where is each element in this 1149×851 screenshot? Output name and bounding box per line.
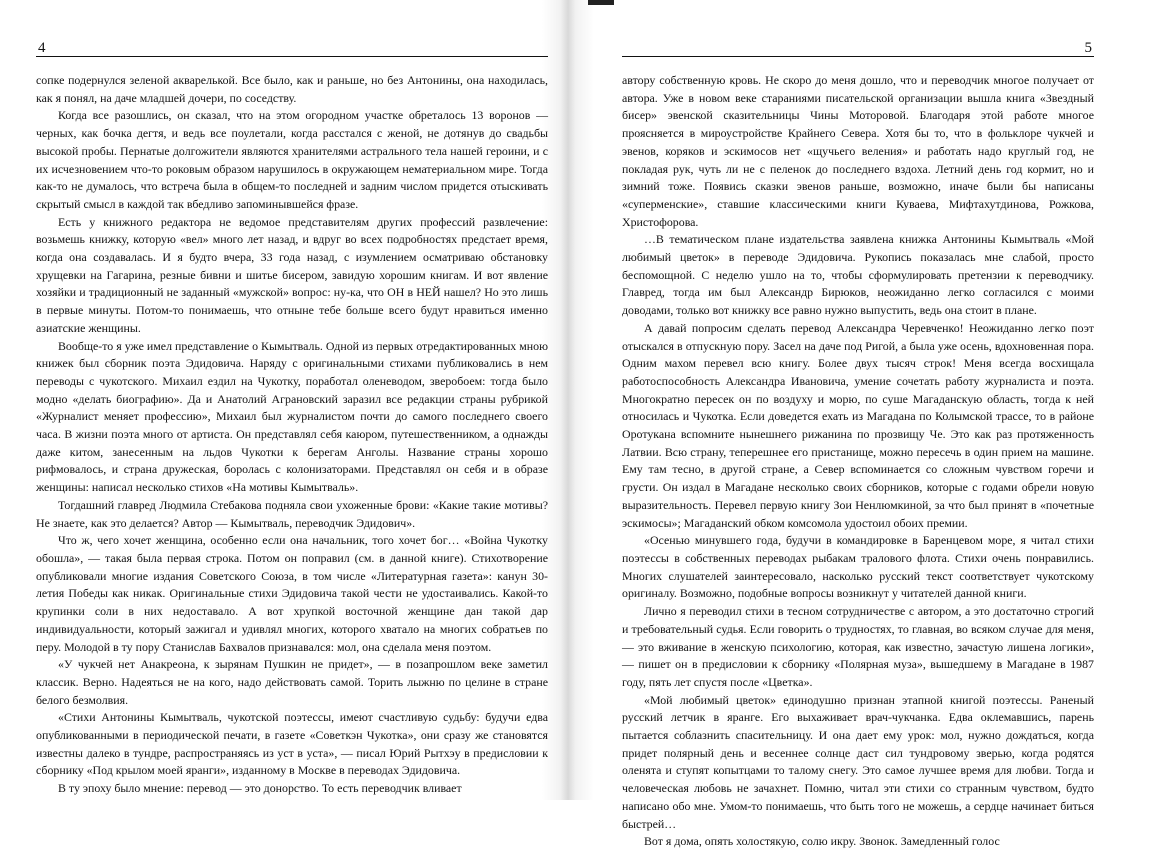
page-number: 4 bbox=[38, 40, 46, 56]
paragraph: «Осенью минувшего года, будучи в командировке в Баренцевом море, я читал стихи поэтессы в собственных переводах рыбакам тралового флота. Стихи очень понравились. Многих слушателей заинтересовало, насколько русский текст соответствует чукотскому оригиналу. Возможно, подобные вопросы возникнут у читателей данной книги. bbox=[622, 533, 1094, 601]
left-page bbox=[36, 0, 548, 800]
paragraph: В ту эпоху было мнение: перевод — это донорство. То есть переводчик вливает bbox=[58, 781, 462, 796]
paragraph: сопке подернулся зеленой акварелькой. Все было, как и раньше, но без Антонины, она находилась, как я понял, на даче младшей дочери, по соседству. bbox=[36, 73, 548, 105]
paragraph: …В тематическом плане издательства заявлена книжка Антонины Кымытваль «Мой любимый цветок» в переводе Эдидовича. Рукопись показалась мне слабой, просто беспомощной. С неделю ушло на то, чтобы сформулировать претензии к переводчику. Главред, тогда им был Александр Бирюков, неожиданно легко согласился с моими доводами, только вот книжку все равно нужно выпустить, ведь она стоит в плане. bbox=[622, 232, 1094, 318]
paragraph: Лично я переводил стихи в тесном сотрудничестве с автором, а это достаточно строгий и требовательный судья. Если говорить о трудностях, то главная, во всяком случае для меня, — это вживание в женскую психологию, которая, как известно, зачастую лишена логики», — пишет он в предисловии к сборнику «Полярная муза», вышедшему в Магадане в 1987 году, пять лет спустя после «Цветка». bbox=[622, 604, 1094, 689]
paragraph: Вообще-то я уже имел представление о Кымытваль. Одной из первых отредактированных мною книжек был сборник поэта Эдидовича. Наряду с оригинальными стихами публиковались в нем переводы с чукотского. Михаил ездил на Чукотку, поработал оленеводом, зверобоем: тогда было модно «делать биографию». Да и Анатолий Аграновский заразил все редакции страны рубрикой «Журналист меняет профессию», Михаил был журналистом почти до самого последнего своего часа. В жизни поэта много от артиста. Он представлял себя каюром, путешественником, а однажды даже китом, занесенным на льдов Чукотки к берегам Анголы. Название страны хорошо рифмовалось, и страна дружеская, боролась с колонизаторами. Представлял он себя и в образе женщины: написал несколько стихов «На мотивы Кымытваль». bbox=[36, 338, 548, 495]
paragraph: «Стихи Антонины Кымытваль, чукотской поэтессы, имеют счастливую судьбу: будучи едва опубликованными в периодической печати, в газете «Советкэн Чукотка», они сразу же становятся известны далеко в тундре, распространяясь из уст в уста», — писал Юрий Рытхэу в предисловии к сборнику «Под крылом моей яранги», изданному в Москве в переводах Эдидовича. bbox=[36, 710, 548, 778]
spine-mark bbox=[588, 0, 614, 5]
paragraph: А давай попросим сделать перевод Александра Черевченко! Неожиданно легко поэт отыскался в отпускную пору. Засел на даче под Ригой, а была уже осень, вдохновенная пора. Одним махом перевел всю книгу. Более двух тысяч строк! Меня всегда восхищала работоспособность Александра Ивановича, умение сочетать работу журналиста и поэта. Многократно пересек он по воздуху и морю, по суше Магаданскую область, тогда к ней относилась и Чукотка. Если доведется ехать из Магадана по Колымской трассе, то в районе Оротукана вспомните нынешнего рижанина по прозвищу Че. Это как раз протяженность Латвии. Всю страну, теперешнее его пристанище, можно пересечь в один прием на машине. Ему там тесно, в другой стране, а Север вспоминается со сложным чувством горечи и грусти. Он издал в Магадане несколько своих сборников, которые с годами обрели новую выразительность. Перевел первую книгу Зои Ненлюмкиной, за что был принят в «почетные эскимосы»; Магаданский обком комсомола удостоил обоих премии. bbox=[622, 320, 1094, 530]
paragraph: Вот я дома, опять холостякую, солю икру. Звонок. Замедленный голос bbox=[644, 834, 1000, 849]
right-page bbox=[622, 0, 1094, 849]
paragraph: Что ж, чего хочет женщина, особенно если она начальник, того хочет бог… «Война Чукотку обошла», — такая была первая строка. Потом он поправил (см. в данной книге). Стихотворение опубликовали многие издания Советского Союза, в том числе «Литературная газета»: канун 30-летия Победы как никак. Оригинальные стихи Эдидовича такой чести не удостаивались. Какой-то крупинки соли в них недоставало. А вот хрупкой восточной женщине дан такой дар индивидуальности, который зажигал и удивлял многих, которого хватало на многих собратьев по перу. Молодой в ту пору Станислав Бахвалов признавался: мол, она сделала меня поэтом. bbox=[36, 533, 548, 654]
book-spine-fold bbox=[542, 0, 594, 800]
paragraph: «У чукчей нет Анакреона, к зырянам Пушкин не придет», — в позапрошлом веке заметил классик. Верно. Надеяться не на кого, надо действовать самой. Торить лыжню по целине в стране белого безмолвия. bbox=[36, 657, 548, 707]
page-text bbox=[36, 72, 548, 798]
page-text bbox=[622, 72, 1094, 851]
header-rule bbox=[622, 56, 1094, 57]
paragraph: автору собственную кровь. Не скоро до меня дошло, что и переводчик многое получает от автора. Уже в новом веке стараниями писательской организации вышла книга «Звездный бисер» эвенской сказительницы Чины Моторовой. Благодаря этой работе многое проясняется в мироустройстве Крайнего Севера. Хотя бы то, что в фольклоре чукчей и эвенов, коряков и эскимосов нет «щучьего веления» и работать надо круглый год, не покладая рук, чуть ли не с пеленок до последнего вздоха. Летний день год кормит, но и зимний тоже. Появись сказки эвенов раньше, возможно, иначе были бы написаны «суперменские», ставшие классическими книги Куваева, Мифтахутдинова, Рожкова, Христофорова. bbox=[622, 73, 1094, 229]
paragraph: Есть у книжного редактора не ведомое представителям других профессий развлечение: возьмешь книжку, которую «вел» много лет назад, и вдруг во всех подробностях предстает время, когда она создавалась. И я будто вчера, 33 года назад, с изумлением осматриваю обстановку хрущевки на Гагарина, резные бивни и шитье бисером, завидую хорошим книгам. И вот явление хозяйки и традиционный не заданный «мужской» вопрос: ну-ка, что ОН в НЕЙ нашел? Но это лишь в первые минуты. Потом-то понимаешь, что отныне тебе больше всего будут нравиться именно азиатские женщины. bbox=[36, 214, 548, 335]
paragraph: Тогдашний главред Людмила Стебакова подняла свои ухоженные брови: «Какие такие мотивы? Не знаете, как это делается? Автор — Кымытваль, переводчик Эдидович». bbox=[36, 497, 548, 530]
header-rule bbox=[36, 56, 548, 57]
paragraph: Когда все разошлись, он сказал, что на этом огородном участке обреталось 13 воронов — черных, как бочка дегтя, и ведь все поулетали, когда расстался с женой, не дотянув до свадьбы высокой пробы. Пернатые долгожители являются хранителями астрального тела нашей героини, и с их исчезновением что-то роковым образом нарушилось в окружающем нематериальном мире. Тогда как-то не думалось, что встреча была в общем-то последней и задним числом придется отыскивать скрытый смысл в каждой так вбедливо запоминывшейся фразе. bbox=[36, 108, 548, 211]
page-number: 5 bbox=[1084, 40, 1092, 56]
paragraph: «Мой любимый цветок» единодушно признан этапной книгой поэтессы. Раненый русский летчик в яранге. Его выхаживает врач-чукчанка. Едва оклемавшись, парень пытается соблазнить спасительницу. И она дает ему урок: мол, нужно дождаться, когда придет полярный день и весеннее солнце даст сил тундровому зверью, когда родятся оленята и ступят копытцами то талому снегу. Это самое лучшее время для любви. Тогда и человеческая любовь не зачахнет. Помню, читал эти стихи со странным чувством, будто написано обо мне. Умом-то понимаешь, что быть того не можешь, а сердце начинает биться быстрей… bbox=[622, 692, 1094, 831]
